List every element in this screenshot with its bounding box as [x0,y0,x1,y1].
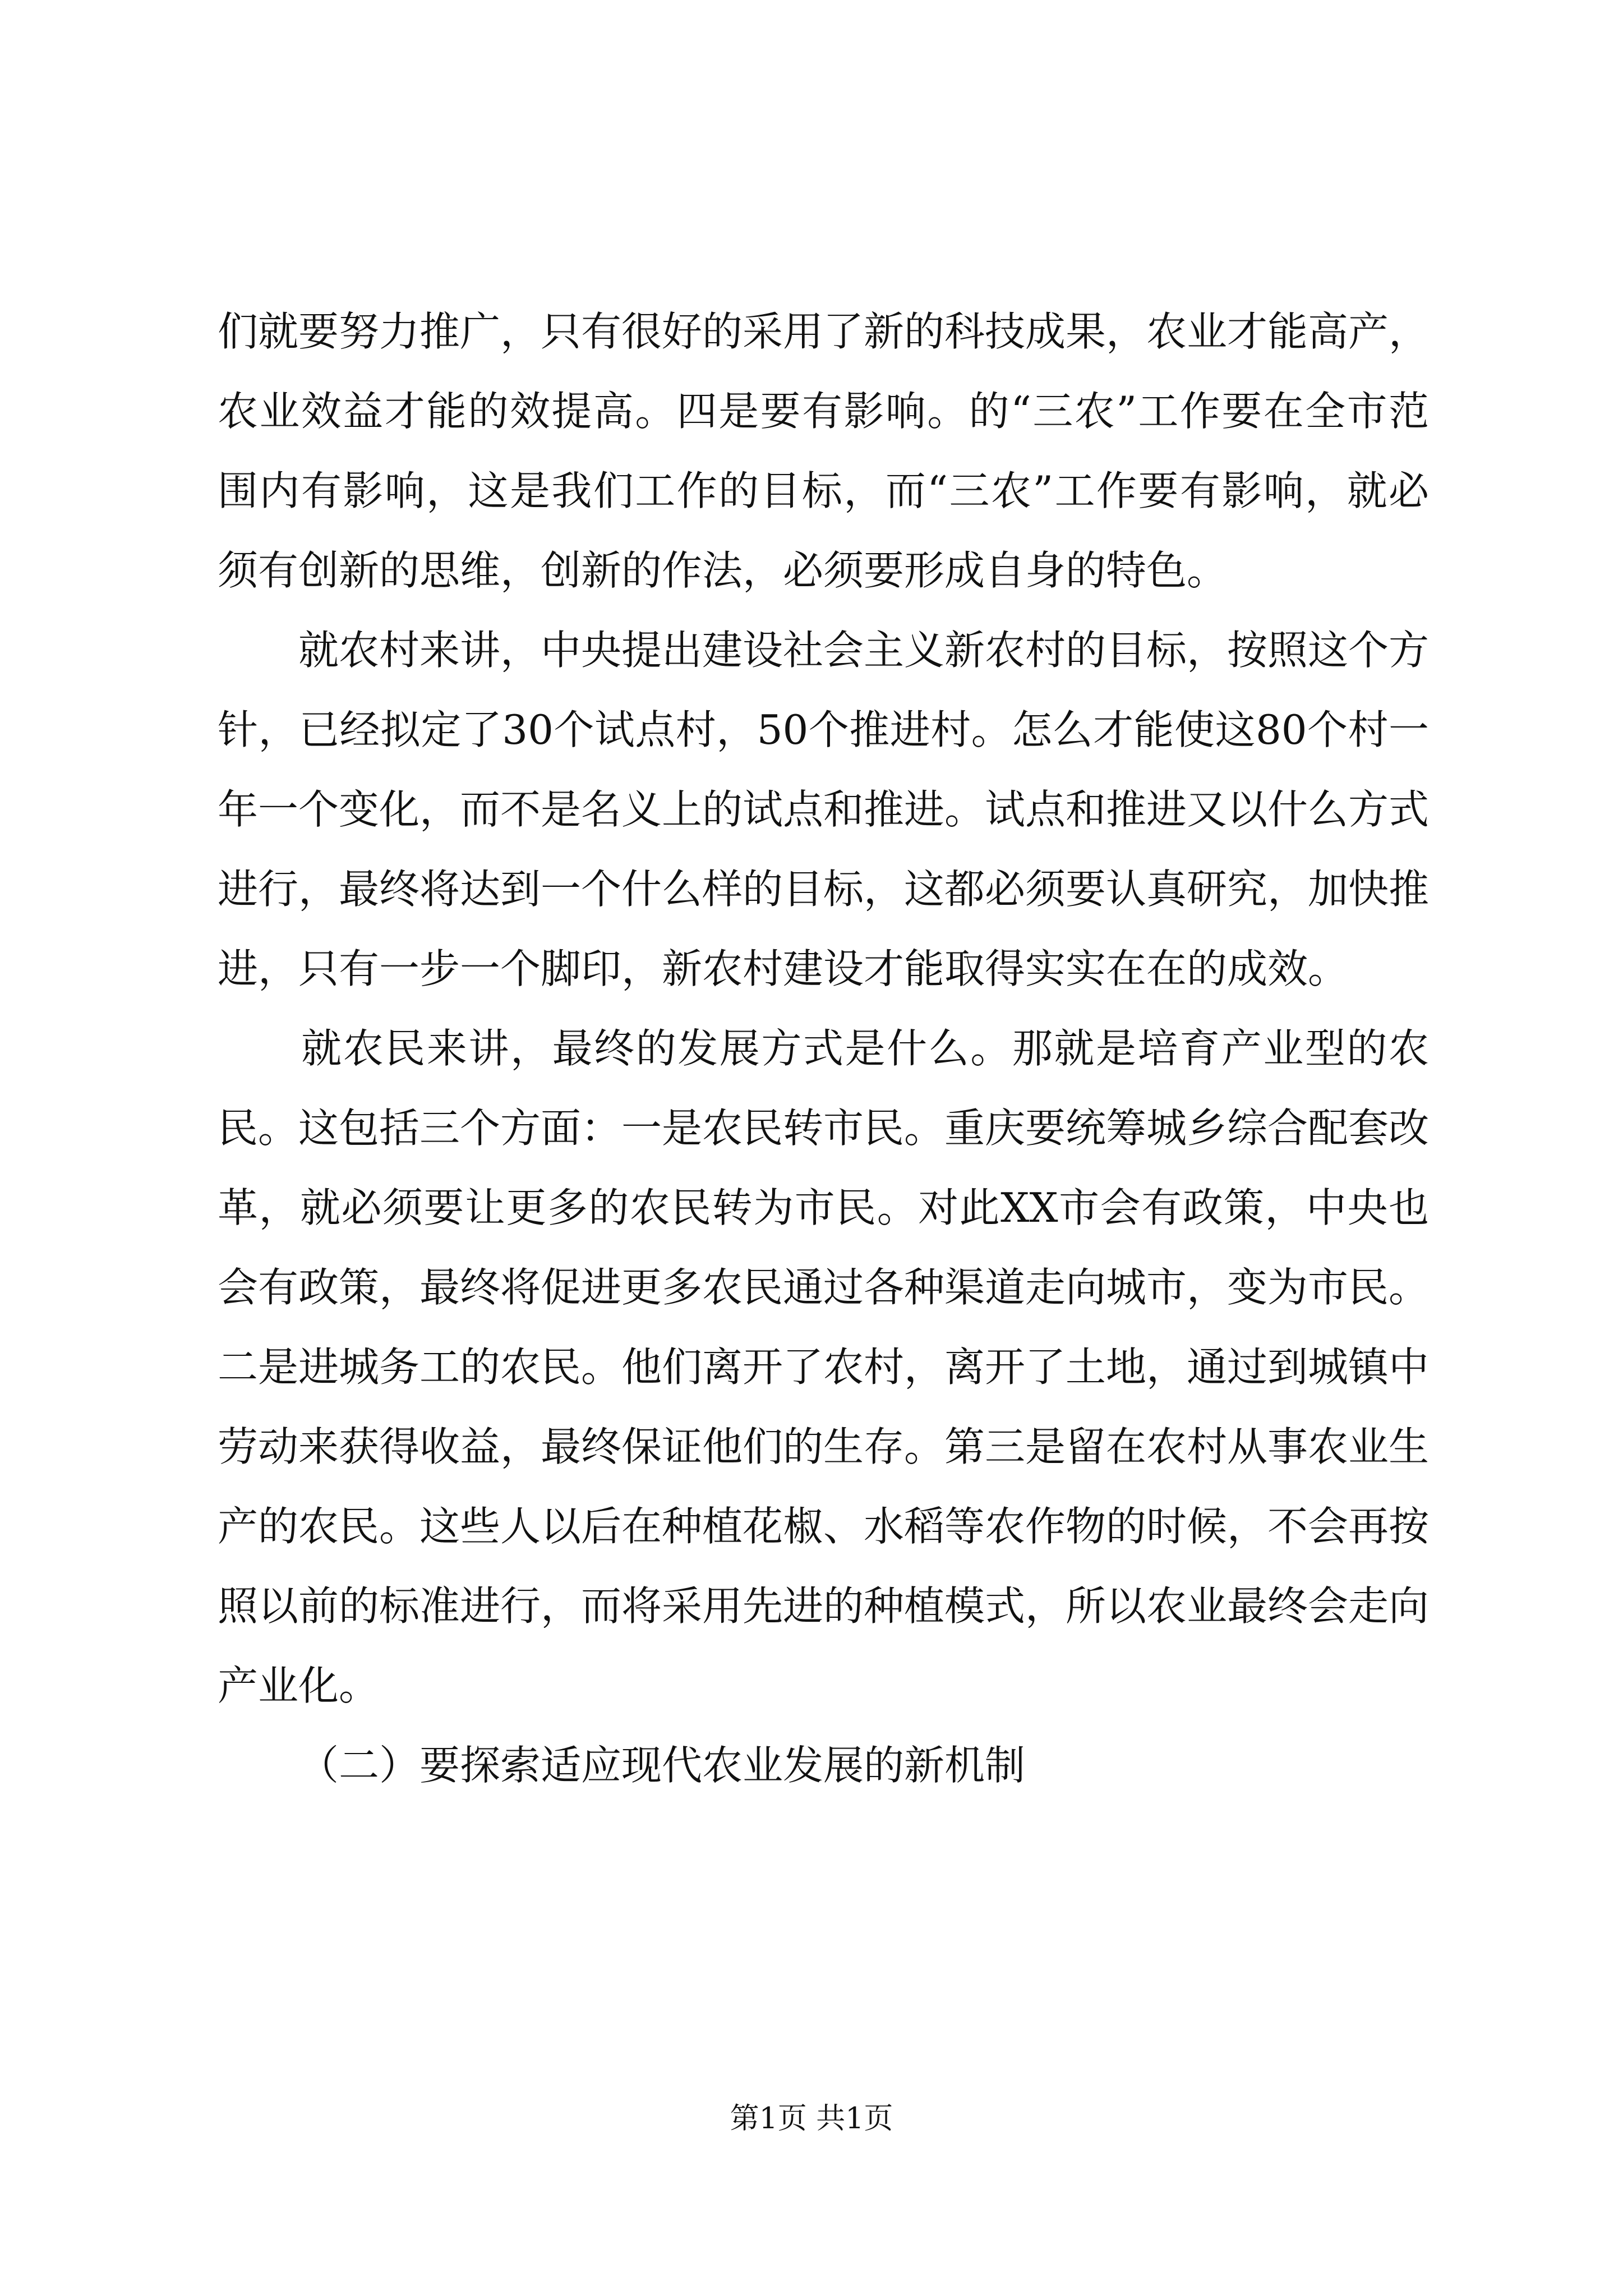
paragraph-2: 就农村来讲，中央提出建设社会主义新农村的目标，按照这个方针，已经拟定了30个试点村，50个推进村。怎么才能使这80个村一年一个变化，而不是名义上的试点和推进。试点和推进又以什么方式进行，最终将达到一个什么样的目标，这都必须要认真研究，加快推进，只有一步一个脚印，新农村建设才能取得实实在在的成效。 [218,627,1430,992]
document-body [218,292,1429,1805]
paragraph-3: 就农民来讲，最终的发展方式是什么。那就是培育产业型的农民。这包括三个方面：一是农民转市民。重庆要统筹城乡综合配套改革，就必须要让更多的农民转为市民。对此XX市会有政策，中央也会有政策，最终将促进更多农民通过各种渠道走向城市，变为市民。二是进城务工的农民。他们离开了农村，离开了土地，通过到城镇中劳动来获得收益，最终保证他们的生存。第三是留在农村从事农业生产的农民。这些人以后在种植花椒、水稻等农作物的时候，不会再按照以前的标准进行，而将采用先进的种植模式，所以农业最终会走向产业化。 [218,1025,1430,1709]
paragraph-1: 们就要努力推广，只有很好的采用了新的科技成果，农业才能高产，农业效益才能的效提高。四是要有影响。的“三农”工作要在全市范围内有影响，这是我们工作的目标，而“三农”工作要有影响，就必须有创新的思维，创新的作法，必须要形成自身的特色。 [218,308,1430,594]
section-heading: （二）要探索适应现代农业发展的新机制 [298,1742,1026,1789]
page-footer: 第1页 共1页 [730,2102,893,2136]
